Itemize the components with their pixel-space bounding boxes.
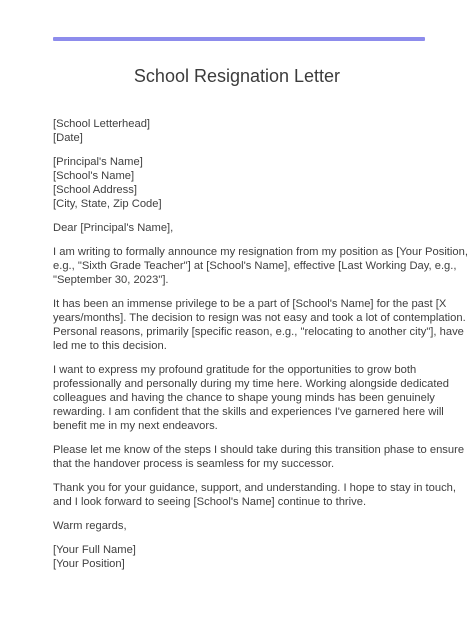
signature-block (53, 543, 433, 571)
letterhead-line: [School Letterhead] (53, 118, 151, 130)
letter-body (53, 117, 468, 581)
recipient-address-block (53, 155, 433, 211)
accent-bar (53, 37, 425, 41)
paragraph-reason: It has been an immense privilege to be a part of [School's Name] for the past [X years/months]. The decision to resign was not easy and took a lot of contemplation. Personal reasons, primarily [specific reason, e.g., "relocating to another city"], have led me to this decision. (53, 298, 466, 352)
signature-position-line: [Your Position] (53, 558, 125, 570)
school-address-line: [School Address] (53, 184, 137, 196)
closing: Warm regards, (53, 520, 127, 532)
paragraph-resignation-notice: I am writing to formally announce my resignation from my position as [Your Position, e.g., "Sixth Grade Teacher"] at [School's Name], effective [Last Working Day, e.g., "September 30, 2023"]. (53, 246, 468, 286)
header-block (53, 117, 433, 145)
date-line: [Date] (53, 132, 83, 144)
school-name-line: [School's Name] (53, 170, 135, 182)
document-title: School Resignation Letter (133, 66, 341, 86)
paragraph-thanks: Thank you for your guidance, support, and understanding. I hope to stay in touch, and I look forward to seeing [School's Name] continue to thrive. (53, 482, 457, 508)
recipient-name-line: [Principal's Name] (53, 156, 143, 168)
signature-name-line: [Your Full Name] (53, 544, 136, 556)
salutation: Dear [Principal's Name], (53, 222, 174, 234)
city-state-zip-line: [City, State, Zip Code] (53, 198, 162, 210)
paragraph-gratitude: I want to express my profound gratitude for the opportunities to grow both professionally and personally during my time here. Working alongside dedicated colleagues and having the chance to shape young minds has been genuinely rewarding. I am confident that the skills and experiences I've garnered here will benefit me in my next endeavors. (53, 364, 449, 432)
paragraph-transition: Please let me know of the steps I should take during this transition phase to ensure that the handover process is seamless for my successor. (53, 444, 465, 470)
